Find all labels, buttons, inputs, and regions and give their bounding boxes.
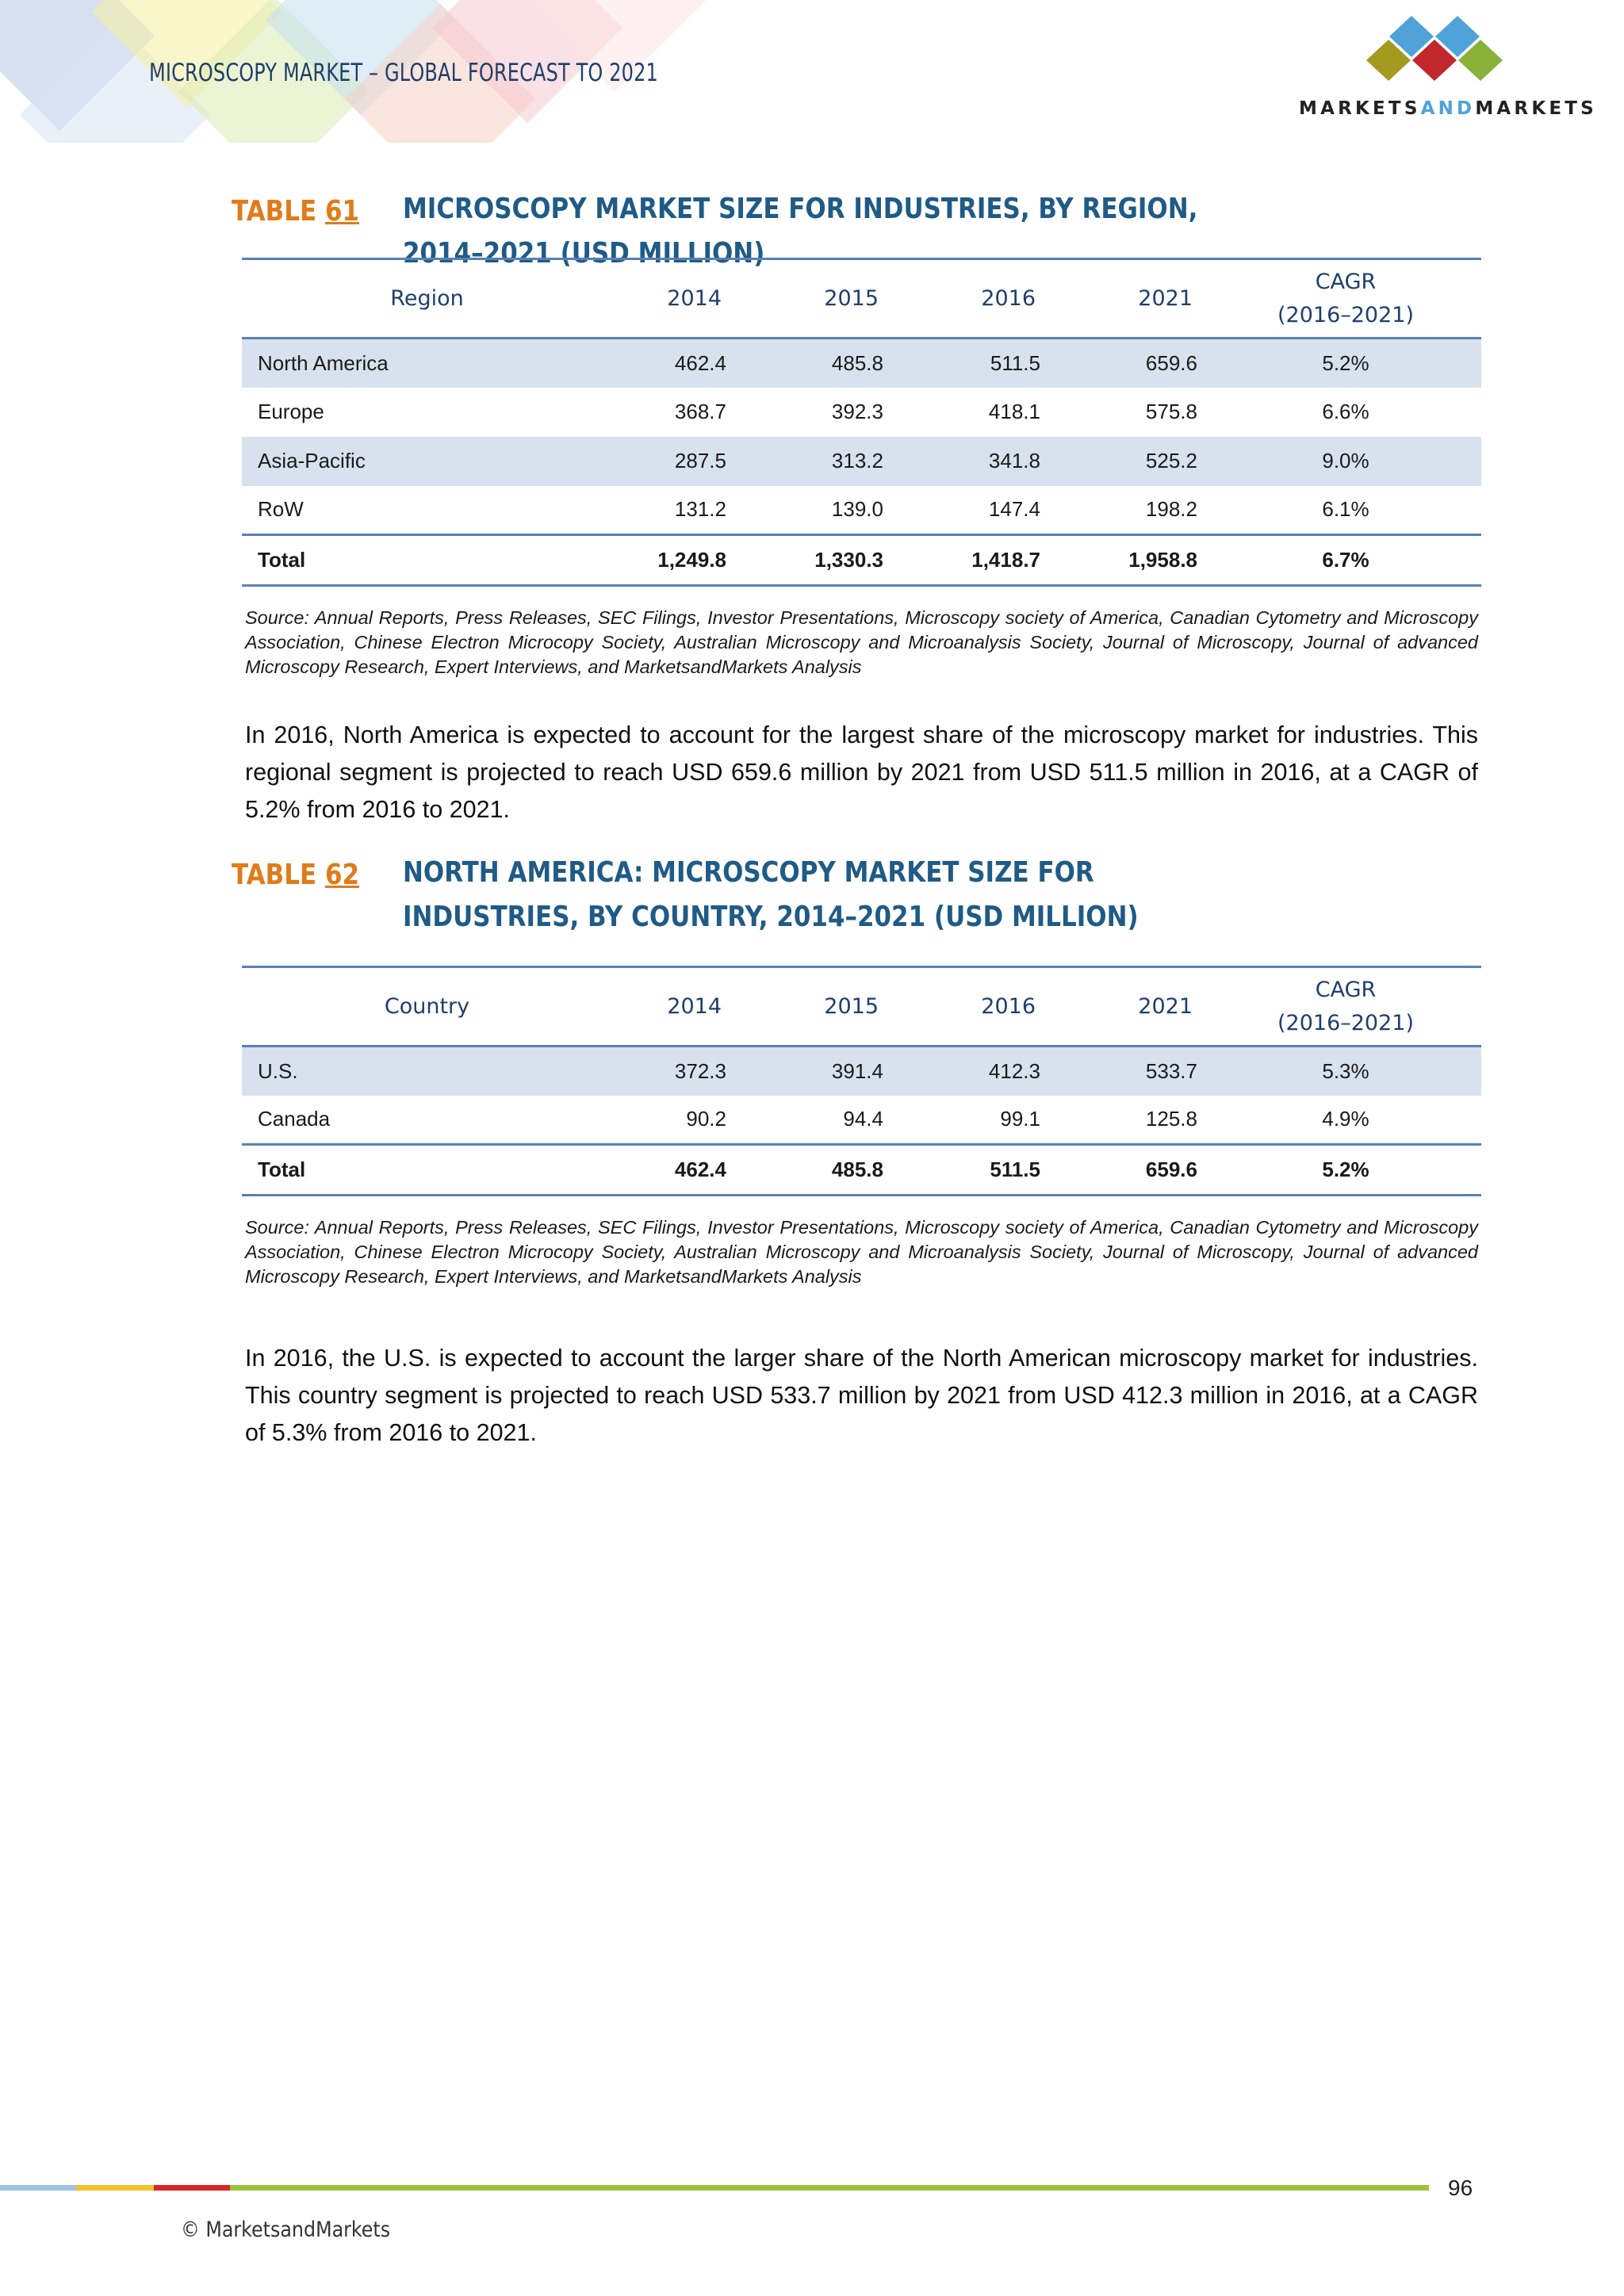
- table-total-row: [242, 535, 1481, 586]
- cell-value: 533.7: [1053, 1047, 1210, 1096]
- cell-value: 90.2: [686, 1107, 726, 1131]
- cell-cagr: 4.9%: [1322, 1107, 1369, 1131]
- cell-value: 511.5: [896, 339, 1053, 388]
- cell-value: 139.0: [831, 497, 883, 522]
- column-header-cagr: CAGR (2016–2021): [1277, 977, 1414, 1035]
- footer-bar-segment: [154, 2185, 230, 2191]
- table-62-label: TABLE 62: [232, 859, 360, 891]
- column-header-2021: 2021: [1138, 285, 1193, 311]
- table-row: [242, 339, 1481, 388]
- page-number: 96: [1448, 2175, 1473, 2200]
- marketsandmarkets-logo: [1293, 14, 1597, 125]
- column-header-2014: 2014: [667, 993, 722, 1019]
- cell-cagr: 6.7%: [1322, 548, 1369, 572]
- cell-value: 147.4: [988, 497, 1040, 522]
- table-62-source: Source: Annual Reports, Press Releases, SEC Filings, Investor Presentations, Microscopy society of America, Canadian Cytometry and Microscopy Association, Chinese Electron Microcopy Society, Australian Microscopy and Microanalysis Society, Journal of Microscopy, Journal of advanced Microscopy Research, Expert Interviews, and MarketsandMarkets Analysis: [245, 1217, 1478, 1287]
- report-title: MICROSCOPY MARKET – GLOBAL FORECAST TO 2021: [149, 59, 658, 87]
- table-62-heading: [232, 856, 1402, 939]
- table-62-title: NORTH AMERICA: MICROSCOPY MARKET SIZE FOR INDUSTRIES, BY COUNTRY, 2014–2021 (USD MILLION): [403, 856, 1139, 933]
- cell-value: 575.8: [1145, 400, 1197, 423]
- table-row: [242, 1096, 1481, 1145]
- footer-bar-segment: [0, 2185, 76, 2191]
- cell-cagr: 5.3%: [1210, 1047, 1481, 1096]
- column-header-cagr: CAGR (2016–2021): [1277, 269, 1414, 327]
- column-header-2015: 2015: [824, 285, 879, 311]
- cell-cagr: 6.1%: [1322, 497, 1369, 522]
- table-61-title: MICROSCOPY MARKET SIZE FOR INDUSTRIES, BY REGION, 2014–2021 (USD MILLION): [403, 193, 1198, 270]
- cell-value: 368.7: [674, 400, 726, 423]
- cell-value: 1,330.3: [814, 548, 883, 572]
- table-header-row: [242, 259, 1481, 339]
- cell-value: 462.4: [674, 1158, 726, 1181]
- cell-cagr: 6.6%: [1322, 400, 1369, 423]
- table-header-row: [242, 967, 1481, 1047]
- cell-value: 94.4: [843, 1107, 883, 1131]
- cell-value: 485.8: [831, 1158, 883, 1181]
- cell-cagr: 9.0%: [1210, 437, 1481, 486]
- cell-value: 1,958.8: [1128, 548, 1197, 572]
- table-row: [242, 437, 1481, 486]
- table-61-paragraph: In 2016, North America is expected to account for the largest share of the microscopy market for industries. This regional segment is projected to reach USD 659.6 million by 2021 from USD 511.5 million in 2016, at a CAGR of 5.2% from 2016 to 2021.: [245, 721, 1478, 823]
- cell-value: 412.3: [896, 1047, 1053, 1096]
- footer-bar-segment: [76, 2185, 154, 2191]
- cell-value: 392.3: [831, 400, 883, 423]
- column-header-2016: 2016: [981, 993, 1036, 1019]
- table-row: [242, 1047, 1481, 1096]
- table-row: [242, 486, 1481, 535]
- table-row: [242, 388, 1481, 437]
- cell-value: 525.2: [1053, 437, 1210, 486]
- cell-value: 391.4: [739, 1047, 896, 1096]
- cell-value: 1,249.8: [657, 548, 726, 572]
- column-header-2015: 2015: [824, 993, 879, 1019]
- row-label: Europe: [258, 400, 324, 423]
- logo-wordmark: MARKETSANDMARKETS: [1299, 98, 1597, 119]
- cell-value: 1,418.7: [971, 548, 1040, 572]
- table-total-row: [242, 1145, 1481, 1196]
- cell-value: 511.5: [990, 1158, 1040, 1181]
- cell-value: 341.8: [896, 437, 1053, 486]
- row-label: Total: [258, 1158, 306, 1181]
- logo-diamonds-icon: [1293, 14, 1586, 94]
- row-label: U.S.: [242, 1047, 580, 1096]
- row-label: Total: [258, 548, 306, 572]
- column-header-region: Region: [390, 285, 464, 311]
- row-label: RoW: [258, 497, 304, 522]
- cell-value: 131.2: [674, 497, 726, 522]
- cell-value: 485.8: [739, 339, 896, 388]
- cell-value: 418.1: [988, 400, 1040, 423]
- cell-cagr: 5.2%: [1210, 339, 1481, 388]
- cell-value: 125.8: [1145, 1107, 1197, 1131]
- table-62: [242, 966, 1481, 1196]
- column-header-2014: 2014: [667, 285, 722, 311]
- copyright: © MarketsandMarkets: [181, 2218, 391, 2242]
- cell-value: 372.3: [580, 1047, 739, 1096]
- footer-bar-segment: [230, 2185, 1429, 2191]
- cell-value: 287.5: [580, 437, 739, 486]
- cell-value: 659.6: [1145, 1158, 1197, 1181]
- column-header-2016: 2016: [981, 285, 1036, 311]
- row-label: Canada: [258, 1107, 331, 1131]
- cell-value: 462.4: [580, 339, 739, 388]
- table-62-paragraph: In 2016, the U.S. is expected to account the larger share of the North American microscopy market for industries. This country segment is projected to reach USD 533.7 million by 2021 from USD 412.3 million in 2016, at a CAGR of 5.3% from 2016 to 2021.: [245, 1345, 1478, 1446]
- row-label: North America: [242, 339, 580, 388]
- table-61-source: Source: Annual Reports, Press Releases, SEC Filings, Investor Presentations, Microscopy society of America, Canadian Cytometry and Microscopy Association, Chinese Electron Microcopy Society, Australian Microscopy and Microanalysis Society, Journal of Microscopy, Journal of advanced Microscopy Research, Expert Interviews, and MarketsandMarkets Analysis: [245, 607, 1478, 677]
- cell-value: 659.6: [1053, 339, 1210, 388]
- column-header-2021: 2021: [1138, 993, 1193, 1019]
- table-61-label: TABLE 61: [232, 195, 360, 228]
- row-label: Asia-Pacific: [242, 437, 580, 486]
- cell-value: 313.2: [739, 437, 896, 486]
- cell-value: 99.1: [1000, 1107, 1040, 1131]
- table-61: [242, 258, 1481, 587]
- column-header-country: Country: [384, 993, 470, 1019]
- cell-cagr: 5.2%: [1322, 1158, 1369, 1181]
- cell-value: 198.2: [1145, 497, 1197, 522]
